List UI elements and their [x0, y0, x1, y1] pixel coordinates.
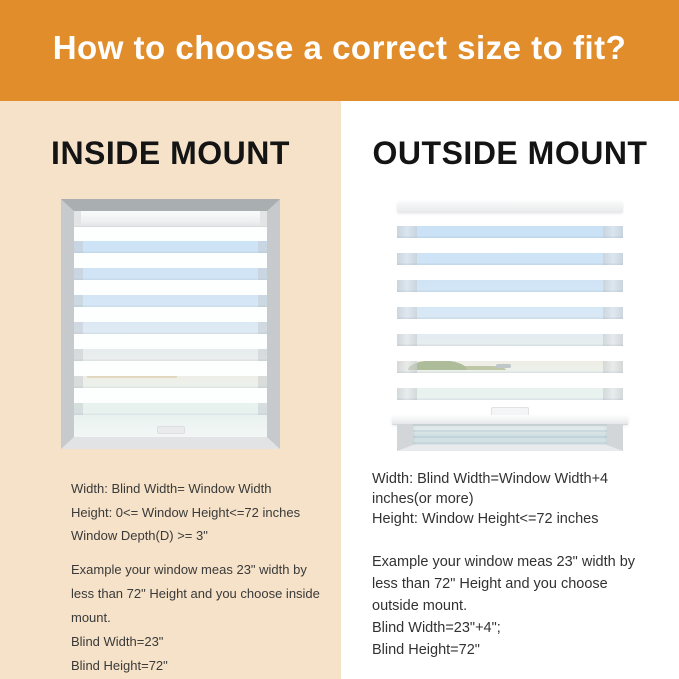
- spec-line: Width: Blind Width= Window Width: [71, 481, 272, 496]
- outside-mount-title: OUTSIDE MOUNT: [372, 135, 648, 171]
- example-line: Blind Height=72": [71, 657, 168, 673]
- outside-mount-window-illustration: [394, 201, 626, 451]
- window-sill-handle: [157, 426, 185, 434]
- inside-mount-example-text: [71, 558, 341, 678]
- example-line: Blind Height=72": [372, 642, 480, 658]
- outside-mount-panel: [341, 101, 679, 679]
- spec-line: inches(or more): [372, 491, 474, 507]
- inside-mount-window-illustration: [61, 199, 280, 449]
- zebra-blind-bands: [397, 226, 623, 415]
- inside-mount-spec-text: [71, 477, 341, 548]
- example-line: Blind Width=23"+4";: [372, 620, 501, 636]
- window-glass: [74, 211, 267, 437]
- zebra-blind-headrail: [397, 201, 623, 213]
- example-line: less than 72" Height and you choose inside: [71, 585, 320, 601]
- example-line: mount.: [71, 609, 111, 625]
- zebra-blind-headrail: [74, 211, 267, 227]
- zebra-blind-bands: [74, 226, 267, 415]
- example-line: less than 72" Height and you choose: [372, 576, 608, 592]
- spec-line: Height: 0<= Window Height<=72 inches: [71, 504, 301, 520]
- window-sill-ledge: [392, 415, 628, 424]
- outside-mount-example-text: [372, 551, 679, 661]
- header-banner: [0, 0, 679, 101]
- window-bottom-recess: [397, 424, 623, 451]
- window-frame: [61, 199, 280, 449]
- inside-mount-panel: [0, 101, 341, 679]
- outside-mount-spec-text: [372, 469, 679, 529]
- example-line: Blind Width=23": [71, 633, 164, 649]
- spec-line: Height: Window Height<=72 inches: [372, 511, 599, 527]
- zebra-blind-band-area: [397, 226, 623, 415]
- inside-mount-title: INSIDE MOUNT: [51, 135, 290, 171]
- example-line: Example your window meas 23" width by: [71, 561, 307, 577]
- page-title: How to choose a correct size to fit?: [52, 28, 627, 66]
- mount-comparison-panels: [0, 101, 679, 679]
- example-line: Example your window meas 23" width by: [372, 554, 636, 570]
- example-line: outside mount.: [372, 598, 468, 614]
- spec-line: Width: Blind Width=Window Width+4: [372, 471, 609, 487]
- spec-line: Window Depth(D) >= 3": [71, 528, 208, 543]
- sea-view-glass: [413, 424, 607, 445]
